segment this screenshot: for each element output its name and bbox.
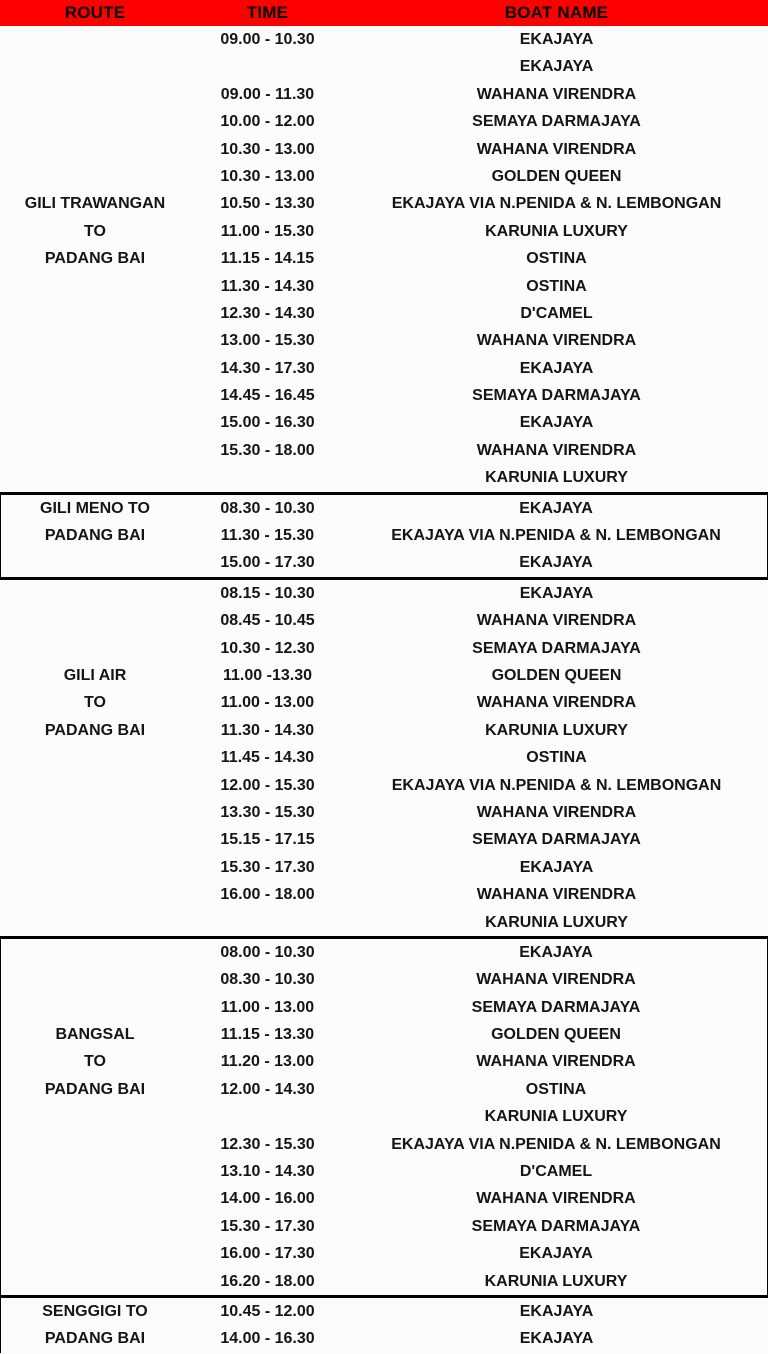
boat-cell: EKAJAYA VIA N.PENIDA & N. LEMBONGAN [391, 1135, 721, 1153]
time-cell: 12.00 - 15.30 [220, 776, 315, 794]
time-cell: 11.00 -13.30 [223, 666, 312, 684]
table-row [0, 662, 768, 689]
time-cell: 12.30 - 15.30 [220, 1135, 315, 1153]
time-cell: 11.30 - 14.30 [220, 721, 315, 739]
boat-cell: SEMAYA DARMAJAYA [471, 1217, 641, 1235]
time-cell: 11.20 - 13.00 [220, 1053, 315, 1071]
table-row [0, 495, 767, 522]
boat-cell: SEMAYA DARMAJAYA [472, 639, 641, 657]
boat-cell: EKAJAYA [519, 943, 593, 961]
route-cell: PADANG BAI [44, 250, 146, 268]
table-row [0, 607, 768, 634]
table-row [0, 81, 768, 108]
column-header-time: TIME [246, 3, 289, 22]
time-cell: 11.00 - 15.30 [220, 222, 315, 240]
table-row [0, 522, 767, 549]
table-row [0, 382, 768, 409]
time-cell: 15.00 - 17.30 [220, 554, 315, 572]
boat-cell: KARUNIA LUXURY [485, 222, 628, 240]
column-header-boat-name: BOAT NAME [504, 3, 609, 22]
boat-cell: SEMAYA DARMAJAYA [472, 831, 641, 849]
boat-cell: EKAJAYA [519, 499, 593, 517]
boat-cell: OSTINA [526, 749, 587, 767]
boat-cell: EKAJAYA VIA N.PENIDA & N. LEMBONGAN [391, 195, 722, 213]
table-row [0, 1076, 767, 1103]
boat-cell: SEMAYA DARMAJAYA [472, 387, 641, 405]
table-row [0, 136, 768, 163]
table-row [0, 1131, 767, 1158]
boat-cell: GOLDEN QUEEN [491, 167, 622, 185]
time-cell: 15.30 - 17.30 [220, 858, 315, 876]
route-section [0, 1295, 768, 1353]
boat-cell: SEMAYA DARMAJAYA [471, 998, 641, 1016]
table-row [0, 909, 768, 936]
route-cell: GILI AIR [63, 666, 127, 684]
table-row [0, 939, 767, 966]
time-cell: 16.20 - 18.00 [220, 1272, 315, 1290]
boat-cell: EKAJAYA [519, 584, 594, 602]
time-cell: 13.00 - 15.30 [220, 332, 315, 350]
boat-cell: WAHANA VIRENDRA [476, 85, 637, 103]
time-cell: 09.00 - 10.30 [220, 31, 315, 48]
table-row [0, 1103, 767, 1130]
time-cell: 11.00 - 13.00 [220, 998, 315, 1016]
boat-cell: WAHANA VIRENDRA [476, 803, 637, 821]
boat-cell: EKAJAYA VIA N.PENIDA & N. LEMBONGAN [391, 527, 721, 545]
table-row [0, 1158, 767, 1185]
time-cell: 12.30 - 14.30 [220, 304, 315, 322]
table-row [0, 245, 768, 272]
table-row [0, 1048, 767, 1075]
time-cell: 15.30 - 18.00 [220, 441, 315, 459]
route-cell: PADANG BAI [44, 527, 146, 545]
time-cell: 08.30 - 10.30 [220, 499, 315, 517]
boat-cell: EKAJAYA [519, 554, 593, 572]
table-row [0, 190, 768, 217]
boat-cell: WAHANA VIRENDRA [476, 140, 637, 158]
time-cell: 16.00 - 18.00 [220, 886, 315, 904]
route-cell: GILI MENO TO [40, 499, 150, 517]
route-cell: TO [84, 694, 106, 712]
route-cell: TO [84, 222, 106, 240]
table-row [0, 327, 768, 354]
boat-cell: EKAJAYA [519, 58, 594, 76]
table-row [0, 1240, 767, 1267]
boat-cell: EKAJAYA [519, 1302, 594, 1320]
table-row [0, 1325, 768, 1352]
time-cell: 15.30 - 17.30 [220, 1217, 315, 1235]
table-row [0, 881, 768, 908]
table-row [0, 218, 768, 245]
time-cell: 15.00 - 16.30 [220, 414, 315, 432]
table-row [0, 689, 768, 716]
boat-cell: GOLDEN QUEEN [491, 1026, 621, 1044]
table-row [0, 717, 768, 744]
time-cell: 15.15 - 17.15 [220, 831, 315, 849]
table-row [0, 409, 768, 436]
time-cell: 13.30 - 15.30 [220, 803, 315, 821]
route-section [0, 577, 768, 936]
route-cell: BANGSAL [55, 1026, 135, 1044]
boat-cell: WAHANA VIRENDRA [476, 332, 637, 350]
table-row [0, 464, 768, 491]
time-cell: 14.00 - 16.30 [220, 1330, 315, 1348]
boat-cell: EKAJAYA [519, 31, 594, 48]
table-row [0, 635, 768, 662]
boat-cell: KARUNIA LUXURY [485, 469, 628, 487]
time-cell: 11.00 - 13.00 [220, 694, 315, 712]
table-row [0, 53, 768, 80]
time-cell: 16.00 - 17.30 [220, 1245, 315, 1263]
table-row [0, 273, 768, 300]
boat-cell: WAHANA VIRENDRA [476, 1190, 636, 1208]
boat-cell: WAHANA VIRENDRA [476, 886, 637, 904]
table-row [0, 108, 768, 135]
table-row [0, 772, 768, 799]
route-section [0, 26, 768, 492]
table-row [0, 1298, 768, 1325]
boat-cell: WAHANA VIRENDRA [476, 694, 637, 712]
column-header-route: ROUTE [64, 3, 126, 22]
route-cell: PADANG BAI [44, 1080, 146, 1098]
time-cell: 11.15 - 14.15 [220, 250, 315, 268]
table-row [0, 549, 767, 576]
boat-cell: EKAJAYA [519, 1330, 594, 1348]
table-row [0, 580, 768, 607]
time-cell: 10.30 - 13.00 [220, 167, 315, 185]
table-row [0, 300, 768, 327]
time-cell: 09.00 - 11.30 [220, 85, 315, 103]
time-cell: 11.15 - 13.30 [220, 1026, 315, 1044]
boat-cell: KARUNIA LUXURY [485, 721, 628, 739]
table-row [0, 854, 768, 881]
table-row [0, 437, 768, 464]
time-cell: 08.30 - 10.30 [220, 971, 315, 989]
table-row [0, 994, 767, 1021]
time-cell: 12.00 - 14.30 [220, 1080, 315, 1098]
time-cell: 10.30 - 13.00 [220, 140, 315, 158]
table-row [0, 163, 768, 190]
boat-cell: EKAJAYA [519, 359, 594, 377]
time-cell: 11.30 - 14.30 [220, 277, 315, 295]
time-cell: 10.30 - 12.30 [220, 639, 315, 657]
table-row [0, 26, 768, 53]
table-row [0, 1185, 767, 1212]
time-cell: 10.00 - 12.00 [220, 113, 315, 131]
table-header-row [0, 0, 768, 26]
boat-cell: EKAJAYA [519, 414, 594, 432]
boat-cell: D'CAMEL [519, 1163, 593, 1181]
boat-cell: KARUNIA LUXURY [485, 913, 628, 931]
boat-cell: WAHANA VIRENDRA [476, 1053, 636, 1071]
boat-cell: KARUNIA LUXURY [484, 1272, 628, 1290]
time-cell: 14.00 - 16.00 [220, 1190, 315, 1208]
table-row [0, 799, 768, 826]
table-row [0, 1021, 767, 1048]
boat-cell: WAHANA VIRENDRA [476, 971, 636, 989]
boat-cell: D'CAMEL [520, 304, 593, 322]
route-cell: GILI TRAWANGAN [24, 195, 166, 213]
time-cell: 10.45 - 12.00 [220, 1302, 315, 1320]
time-cell: 14.30 - 17.30 [220, 359, 315, 377]
boat-cell: EKAJAYA VIA N.PENIDA & N. LEMBONGAN [391, 776, 722, 794]
table-row [0, 966, 767, 993]
time-cell: 08.45 - 10.45 [220, 612, 315, 630]
boat-cell: OSTINA [525, 1080, 587, 1098]
boat-cell: EKAJAYA [519, 858, 594, 876]
time-cell: 13.10 - 14.30 [220, 1163, 315, 1181]
time-cell: 14.45 - 16.45 [220, 387, 315, 405]
table-row [0, 1213, 767, 1240]
table-row [0, 1268, 767, 1295]
time-cell: 11.30 - 15.30 [220, 527, 315, 545]
time-cell: 08.00 - 10.30 [220, 943, 315, 961]
table-row [0, 744, 768, 771]
route-cell: TO [84, 1053, 106, 1071]
time-cell: 08.15 - 10.30 [220, 584, 315, 602]
boat-cell: SEMAYA DARMAJAYA [472, 113, 641, 131]
route-section [0, 936, 768, 1295]
table-row [0, 826, 768, 853]
boat-cell: GOLDEN QUEEN [491, 666, 622, 684]
route-section [0, 492, 768, 577]
boat-cell: WAHANA VIRENDRA [476, 612, 637, 630]
route-cell: PADANG BAI [44, 1330, 146, 1348]
boat-cell: KARUNIA LUXURY [484, 1108, 628, 1126]
boat-cell: OSTINA [526, 250, 587, 268]
time-cell: 10.50 - 13.30 [220, 195, 315, 213]
boat-cell: OSTINA [526, 277, 587, 295]
table-row [0, 355, 768, 382]
route-cell: SENGGIGI TO [42, 1302, 148, 1320]
time-cell: 11.45 - 14.30 [220, 749, 315, 767]
boat-cell: WAHANA VIRENDRA [476, 441, 637, 459]
schedule-table-body [0, 26, 768, 1353]
boat-cell: EKAJAYA [519, 1245, 593, 1263]
route-cell: PADANG BAI [44, 721, 146, 739]
